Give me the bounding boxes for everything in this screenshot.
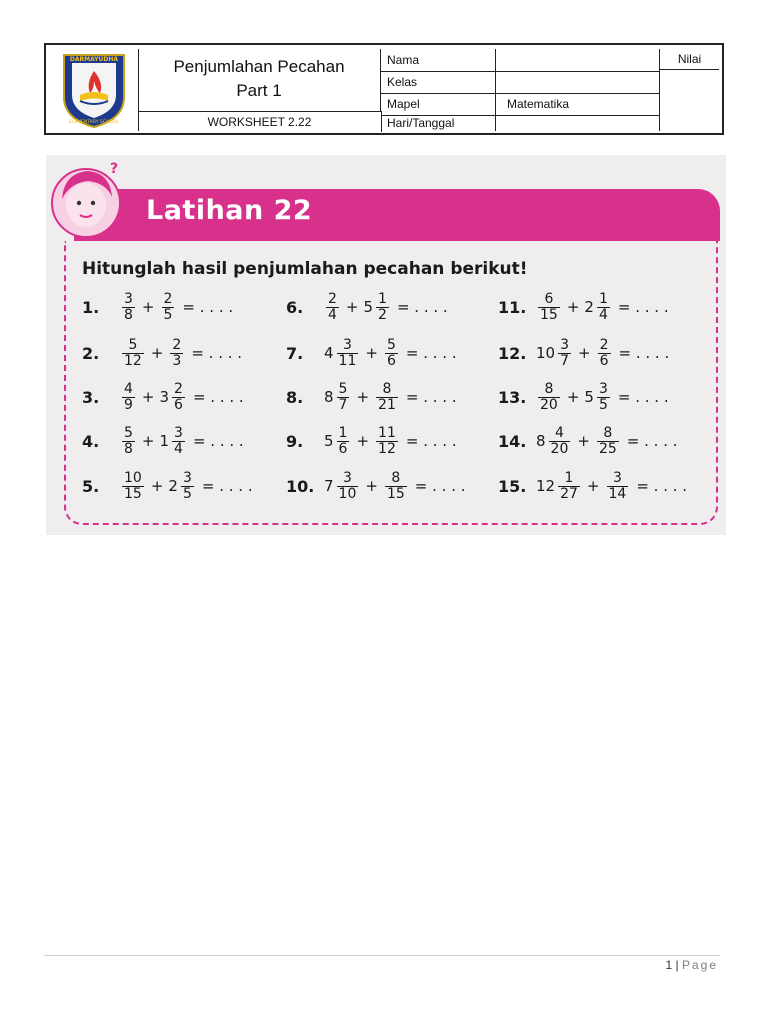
denominator: 15 (386, 485, 405, 502)
plus-sign: + (141, 432, 155, 450)
denominator: 6 (599, 352, 609, 369)
numerator: 3 (560, 336, 570, 353)
worksheet-code: WORKSHEET 2.22 (138, 111, 382, 132)
whole-number: 4 (324, 344, 334, 362)
problem-item (498, 287, 669, 327)
numerator: 4 (555, 424, 564, 441)
numerator: 1 (338, 424, 348, 441)
plus-sign: + (578, 344, 591, 362)
plus-sign: + (577, 432, 590, 450)
fraction (122, 426, 135, 457)
equals-blank: = . . . . (405, 432, 457, 450)
field-label: Kelas (381, 71, 496, 93)
fraction (538, 292, 560, 323)
numerator: 3 (343, 336, 352, 353)
denominator: 20 (540, 396, 558, 413)
fraction (122, 382, 135, 413)
plus-sign: + (150, 344, 164, 362)
problem-item (498, 421, 678, 461)
numerator: 5 (338, 380, 348, 397)
numerator: 3 (343, 469, 352, 486)
plus-sign: + (365, 344, 378, 362)
whole-number: 3 (159, 388, 170, 406)
problem-item (82, 421, 244, 461)
problem-number: 11. (498, 297, 527, 317)
problem-number: 9. (286, 431, 304, 451)
svg-text:ELEMENTARY SCHOOL: ELEMENTARY SCHOOL (69, 120, 119, 125)
numerator: 2 (174, 380, 183, 397)
denominator: 4 (598, 306, 608, 323)
plus-sign: + (150, 477, 164, 495)
fraction (549, 426, 571, 457)
plus-sign: + (356, 432, 370, 450)
fraction (558, 471, 580, 502)
exercise-title: Latihan 22 (146, 195, 313, 226)
numerator: 2 (328, 290, 337, 307)
denominator: 12 (124, 352, 142, 369)
whole-number: 8 (536, 432, 546, 450)
whole-number: 12 (536, 477, 556, 495)
field-label: Hari/Tanggal (381, 115, 496, 131)
whole-number: 1 (159, 432, 170, 450)
equals-blank: = . . . . (617, 388, 669, 406)
equals-blank: = . . . . (617, 298, 669, 316)
denominator: 2 (378, 306, 387, 323)
denominator: 3 (172, 352, 182, 369)
whole-number: 5 (363, 298, 374, 316)
problem-number: 5. (82, 476, 100, 496)
field-row-nama (381, 49, 659, 72)
fraction (597, 426, 619, 457)
problem-item (82, 287, 233, 327)
problem-item (82, 466, 253, 506)
denominator: 20 (550, 440, 569, 457)
denominator: 11 (338, 352, 357, 369)
problem-number: 8. (286, 387, 304, 407)
fraction (385, 338, 398, 369)
denominator: 10 (338, 485, 357, 502)
equals-blank: = . . . . (182, 298, 234, 316)
field-row-mapel (381, 93, 659, 116)
field-label: Mapel (381, 93, 496, 115)
equals-blank: = . . . . (201, 477, 253, 495)
fraction (597, 292, 610, 323)
fraction (337, 471, 359, 502)
problem-number: 15. (498, 476, 527, 496)
problem-number: 10. (286, 476, 315, 496)
numerator: 1 (564, 469, 574, 486)
field-value[interactable] (501, 71, 659, 93)
field-row-tanggal (381, 115, 659, 131)
score-label: Nilai (660, 49, 719, 70)
problem-number: 3. (82, 387, 100, 407)
footer-separator: | (675, 958, 679, 972)
denominator: 4 (174, 440, 183, 457)
problem-item (498, 466, 687, 506)
problem-item (286, 421, 457, 461)
worksheet-title (138, 49, 381, 111)
denominator: 9 (124, 396, 133, 413)
problem-item (286, 287, 448, 327)
equals-blank: = . . . . (626, 432, 678, 450)
school-logo (50, 49, 138, 131)
equals-blank: = . . . . (414, 477, 466, 495)
numerator: 3 (598, 380, 608, 397)
problem-number: 13. (498, 387, 527, 407)
numerator: 2 (599, 336, 609, 353)
equals-blank: = . . . . (192, 388, 244, 406)
svg-text:DARMAYUDHA: DARMAYUDHA (69, 56, 119, 63)
equals-blank: = . . . . (405, 344, 457, 362)
numerator: 8 (382, 380, 392, 397)
field-value[interactable] (501, 49, 659, 71)
fraction (170, 338, 183, 369)
problem-number: 6. (286, 297, 304, 317)
school-logo-cell (50, 49, 139, 131)
whole-number: 8 (324, 388, 334, 406)
problem-item (286, 333, 457, 373)
numerator: 8 (391, 469, 401, 486)
title-line-1: Penjumlahan Pecahan (173, 57, 345, 76)
plus-sign: + (356, 388, 370, 406)
numerator: 5 (124, 424, 133, 441)
fraction (181, 471, 194, 502)
fraction (597, 382, 610, 413)
fraction (376, 292, 389, 323)
fraction (122, 338, 144, 369)
denominator: 8 (124, 306, 133, 323)
numerator: 1 (378, 290, 387, 307)
equals-blank: = . . . . (192, 432, 244, 450)
plus-sign: + (345, 298, 359, 316)
fraction (122, 471, 144, 502)
equals-blank: = . . . . (191, 344, 243, 362)
denominator: 7 (560, 352, 570, 369)
numerator: 2 (172, 336, 182, 353)
denominator: 6 (338, 440, 348, 457)
numerator: 2 (163, 290, 173, 307)
fraction (538, 382, 560, 413)
fraction (337, 382, 350, 413)
problem-number: 7. (286, 343, 304, 363)
fraction (376, 382, 398, 413)
fraction (172, 382, 185, 413)
numerator: 3 (174, 424, 183, 441)
denominator: 6 (386, 352, 396, 369)
numerator: 10 (124, 469, 142, 486)
problem-item (286, 377, 457, 417)
whole-number: 10 (536, 344, 556, 362)
problem-number: 4. (82, 431, 100, 451)
whole-number: 2 (584, 298, 594, 316)
denominator: 5 (182, 485, 192, 502)
title-line-2: Part 1 (236, 81, 282, 100)
denominator: 4 (328, 306, 337, 323)
equals-blank: = . . . . (405, 388, 457, 406)
worksheet-header (44, 43, 724, 135)
denominator: 5 (163, 306, 173, 323)
fraction (376, 426, 398, 457)
plus-sign: + (141, 388, 155, 406)
whole-number: 5 (324, 432, 334, 450)
fraction (162, 292, 175, 323)
problem-item (82, 333, 242, 373)
equals-blank: = . . . . (618, 344, 670, 362)
denominator: 5 (598, 396, 608, 413)
fraction (326, 292, 339, 323)
page-footer (665, 958, 718, 972)
equals-blank: = . . . . (396, 298, 448, 316)
fraction (558, 338, 571, 369)
problem-item (498, 333, 669, 373)
score-box (659, 49, 719, 131)
denominator: 21 (378, 396, 396, 413)
denominator: 27 (560, 485, 578, 502)
fraction (385, 471, 407, 502)
whole-number: 2 (168, 477, 178, 495)
problem-number: 2. (82, 343, 100, 363)
field-value[interactable] (501, 115, 659, 131)
numerator: 5 (386, 336, 396, 353)
fraction (598, 338, 611, 369)
denominator: 15 (540, 306, 558, 323)
problem-number: 12. (498, 343, 527, 363)
denominator: 14 (608, 485, 627, 502)
page-label: Page (681, 958, 718, 972)
field-row-kelas (381, 71, 659, 94)
numerator: 11 (378, 424, 396, 441)
footer-divider (44, 955, 720, 956)
plus-sign: + (586, 477, 600, 495)
plus-sign: + (566, 298, 580, 316)
equals-blank: = . . . . (636, 477, 688, 495)
problem-item (498, 377, 669, 417)
problem-item (286, 466, 466, 506)
whole-number: 5 (584, 388, 594, 406)
numerator: 5 (128, 336, 138, 353)
denominator: 12 (378, 440, 396, 457)
whole-number: 7 (324, 477, 334, 495)
fraction (337, 338, 359, 369)
field-value[interactable]: Matematika (507, 97, 570, 111)
denominator: 7 (338, 396, 348, 413)
problem-item (82, 377, 244, 417)
plus-sign: + (365, 477, 378, 495)
denominator: 6 (174, 396, 183, 413)
exercise-banner (74, 189, 720, 241)
exercise-panel (46, 155, 726, 535)
numerator: 3 (612, 469, 622, 486)
fraction (172, 426, 185, 457)
numerator: 8 (603, 424, 613, 441)
numerator: 3 (182, 469, 192, 486)
numerator: 4 (124, 380, 133, 397)
fraction (607, 471, 629, 502)
problem-number: 14. (498, 431, 527, 451)
numerator: 3 (124, 290, 133, 307)
fraction (122, 292, 135, 323)
svg-text:?: ? (110, 161, 119, 177)
field-label: Nama (381, 49, 496, 71)
numerator: 1 (598, 290, 608, 307)
problem-number: 1. (82, 297, 100, 317)
plus-sign: + (566, 388, 580, 406)
mascot-girl-icon (48, 159, 126, 241)
denominator: 25 (598, 440, 617, 457)
denominator: 8 (124, 440, 133, 457)
plus-sign: + (141, 298, 155, 316)
numerator: 8 (544, 380, 554, 397)
numerator: 6 (544, 290, 554, 307)
page-number: 1 (665, 958, 673, 972)
exercise-instruction: Hitunglah hasil penjumlahan pecahan berikut! (82, 259, 528, 279)
denominator: 15 (124, 485, 142, 502)
fraction (337, 426, 350, 457)
